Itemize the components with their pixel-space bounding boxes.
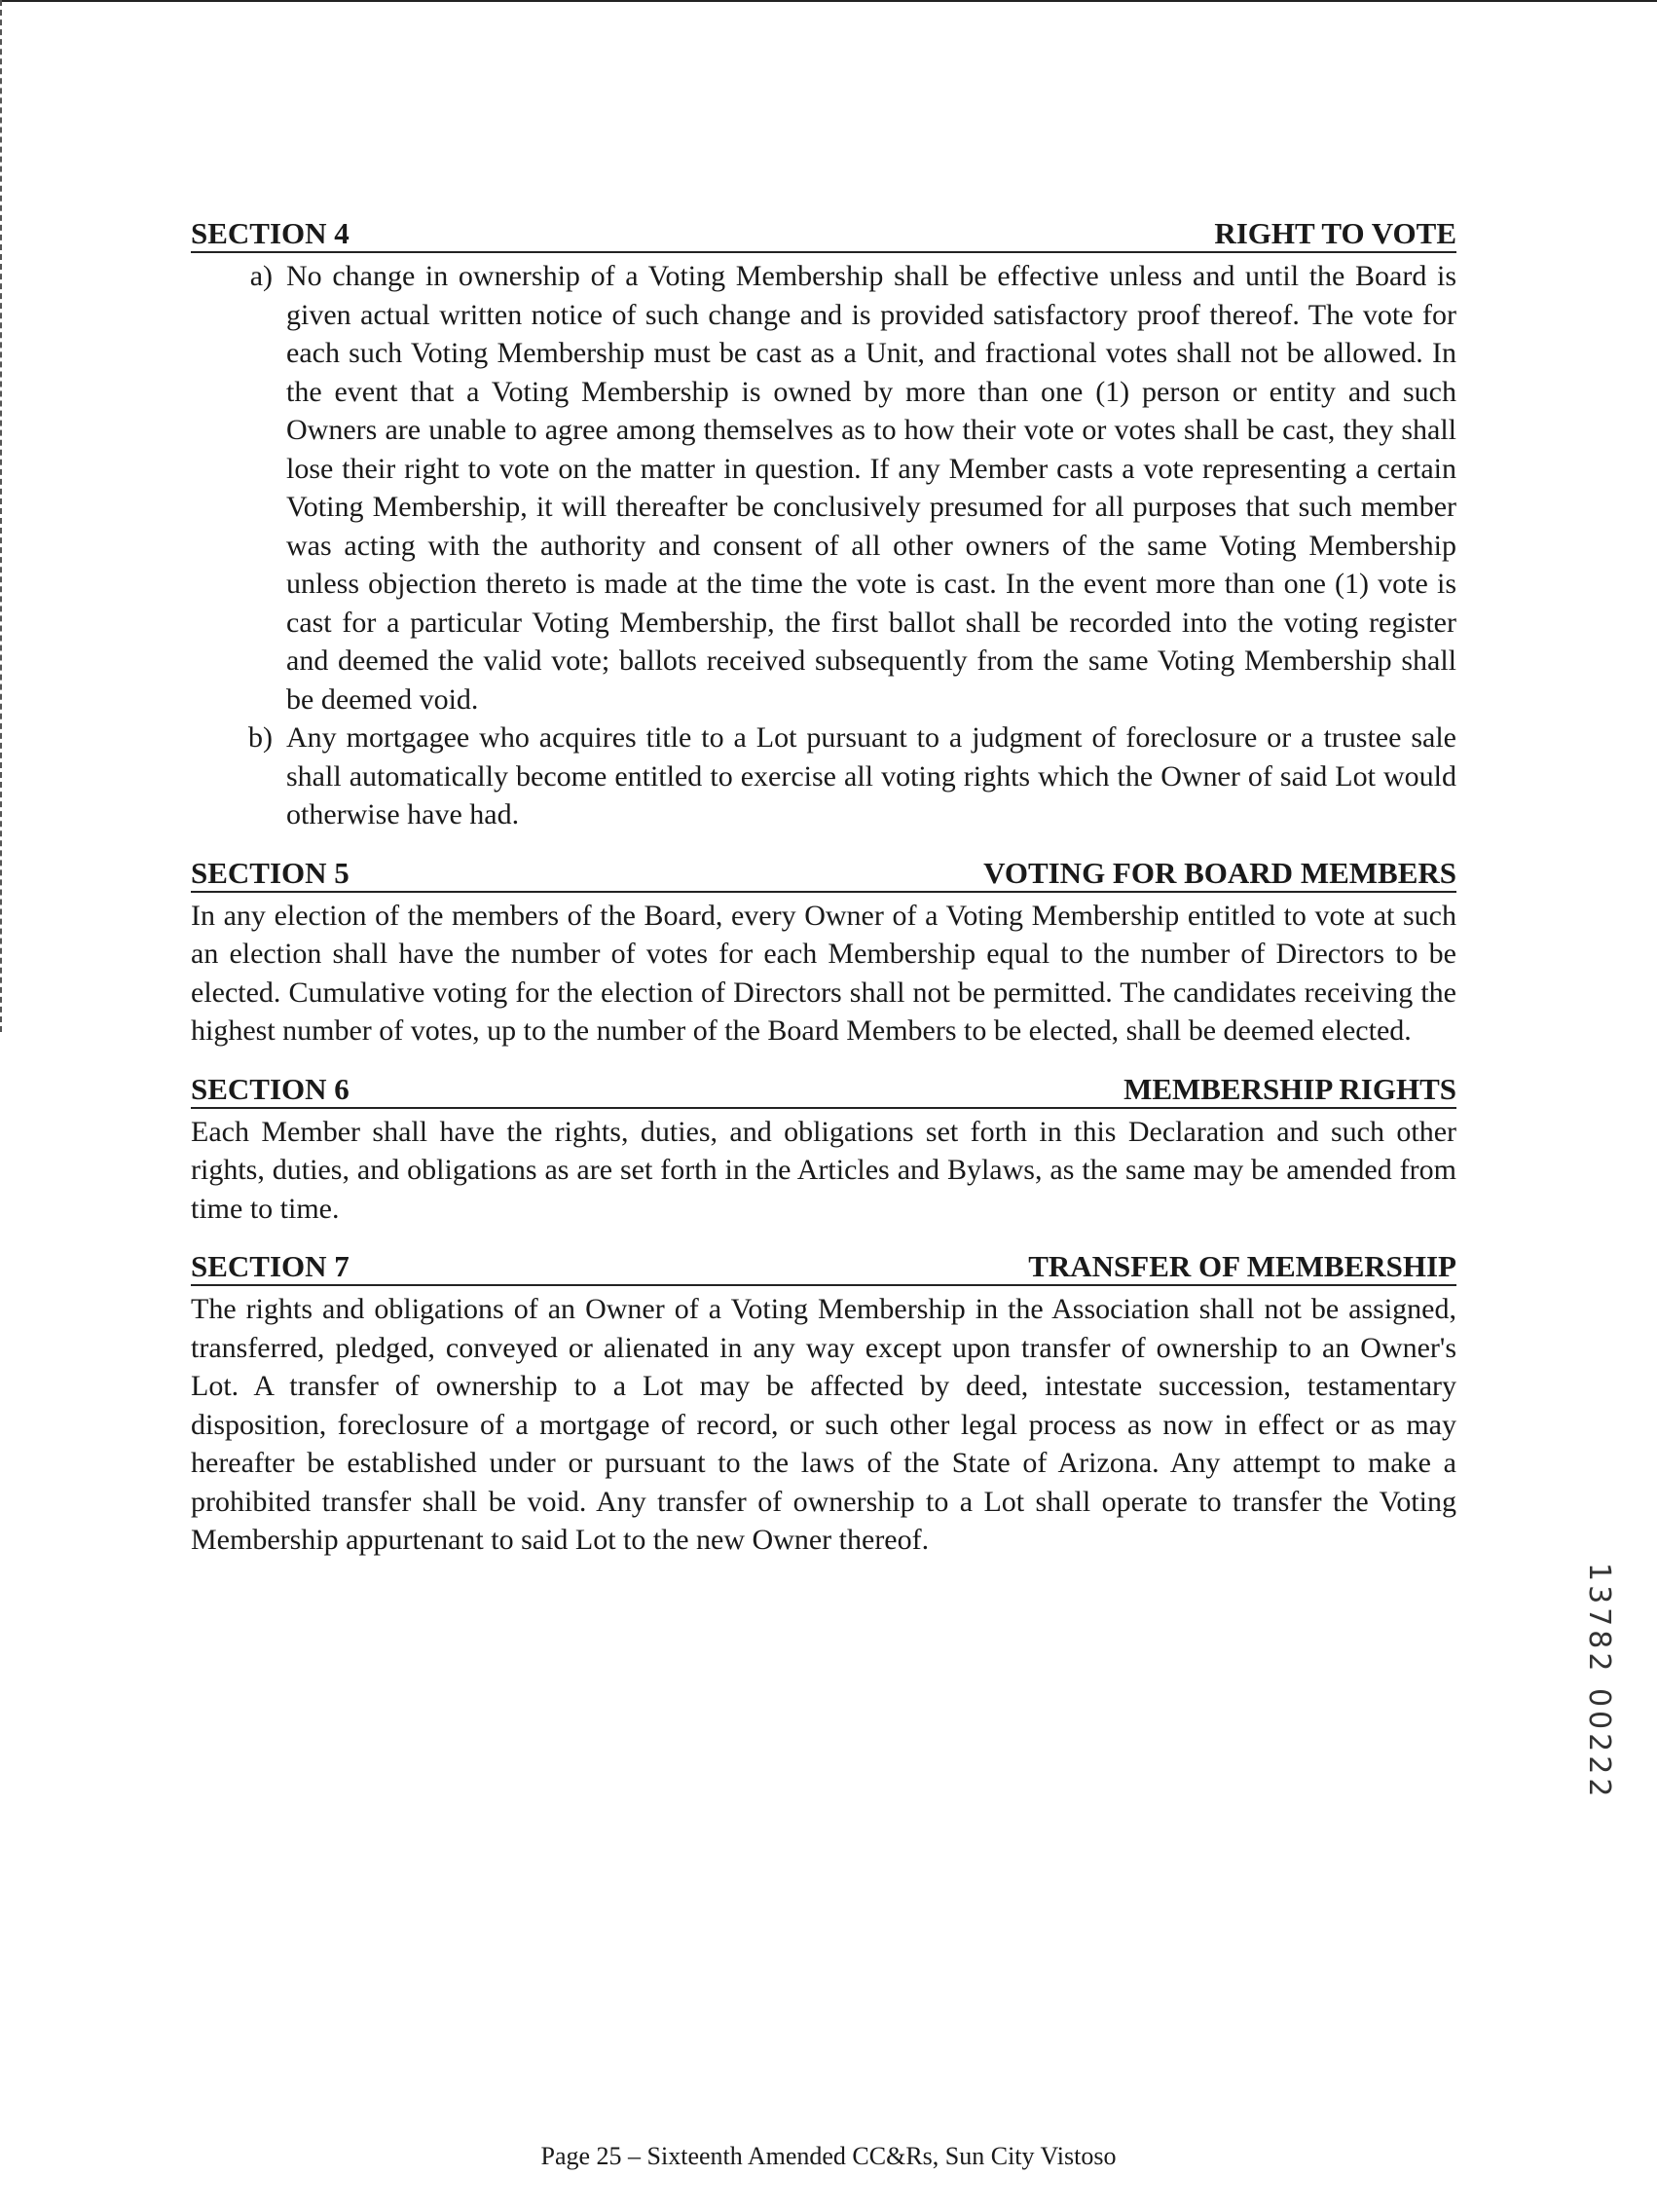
- section-number: SECTION 6: [191, 1071, 350, 1106]
- document-body: [191, 216, 1456, 1581]
- section-6: [191, 1072, 1456, 1229]
- list-item: [191, 719, 1456, 834]
- section-5: [191, 856, 1456, 1051]
- section-number: SECTION 7: [191, 1249, 350, 1283]
- section-title: TRANSFER OF MEMBERSHIP: [1028, 1249, 1456, 1283]
- section-number: SECTION 5: [191, 855, 350, 890]
- section-header: [191, 216, 1456, 253]
- section-header: [191, 1072, 1456, 1109]
- section-paragraph: Each Member shall have the rights, duties, and obligations set forth in this Declaration and such other rights, duties, and obligations as are set forth in the Articles and Bylaws, as the same may be amended from time to time.: [191, 1115, 1456, 1225]
- section-title: MEMBERSHIP RIGHTS: [1123, 1071, 1456, 1106]
- section-paragraph: The rights and obligations of an Owner of a Voting Membership in the Association shall not be assigned, transferred, pledged, conveyed or alienated in any way except upon transfer of ownership to an Owner's Lot. A transfer of ownership to a Lot may be affected by deed, intestate succession, testamentary disposition, foreclosure of a mortgage of record, or such other legal process as now in effect or as may hereafter be established under or pursuant to the laws of the State of Arizona. Any attempt to make a prohibited transfer shall be void. Any transfer of ownership to a Lot shall operate to transfer the Voting Membership appurtenant to said Lot to the new Owner thereof.: [191, 1293, 1456, 1556]
- list-marker: b): [248, 721, 273, 754]
- section-title: RIGHT TO VOTE: [1214, 216, 1456, 250]
- list-item: [191, 257, 1456, 719]
- section-number: SECTION 4: [191, 216, 350, 250]
- section-header: [191, 1249, 1456, 1286]
- section-header: [191, 856, 1456, 893]
- list-item-text: Any mortgagee who acquires title to a Lot pursuant to a judgment of foreclosure or a trustee sale shall automatically become entitled to exercise all voting rights which the Owner of said Lot would otherwise have had.: [286, 721, 1456, 830]
- scan-edge-left: [0, 0, 4, 1032]
- recording-number-stamp: 13782 00222: [1582, 1563, 1616, 1801]
- list-item-text: No change in ownership of a Voting Membership shall be effective unless and until the Board is given actual written notice of such change and is provided satisfactory proof thereof. The vote for each such Voting Membership must be cast as a Unit, and fractional votes shall not be allowed. In the event that a Voting Membership is owned by more than one (1) person or entity and such Owners are unable to agree among themselves as to how their vote or votes shall be cast, they shall lose their right to vote on the matter in question. If any Member casts a vote representing a certain Voting Membership, it will thereafter be conclusively presumed for all purposes that such member was acting with the authority and consent of all other owners of the same Voting Membership unless objection thereto is made at the time the vote is cast. In the event more than one (1) vote is cast for a particular Voting Membership, the first ballot shall be recorded into the voting register and deemed the valid vote; ballots received subsequently from the same Voting Membership shall be deemed void.: [286, 260, 1456, 716]
- scan-edge-top: [0, 0, 1657, 2]
- page-footer: Page 25 – Sixteenth Amended CC&Rs, Sun City Vistoso: [540, 2142, 1117, 2170]
- section-paragraph: In any election of the members of the Board, every Owner of a Voting Membership entitled to vote at such an election shall have the number of votes for each Membership equal to the number of Directors to be elected. Cumulative voting for the election of Directors shall not be permitted. The candidates receiving the highest number of votes, up to the number of the Board Members to be elected, shall be deemed elected.: [191, 899, 1456, 1047]
- section-title: VOTING FOR BOARD MEMBERS: [983, 855, 1456, 890]
- list-marker: a): [249, 260, 273, 292]
- section-4: [191, 216, 1456, 834]
- section-list: [191, 257, 1456, 834]
- section-7: [191, 1249, 1456, 1560]
